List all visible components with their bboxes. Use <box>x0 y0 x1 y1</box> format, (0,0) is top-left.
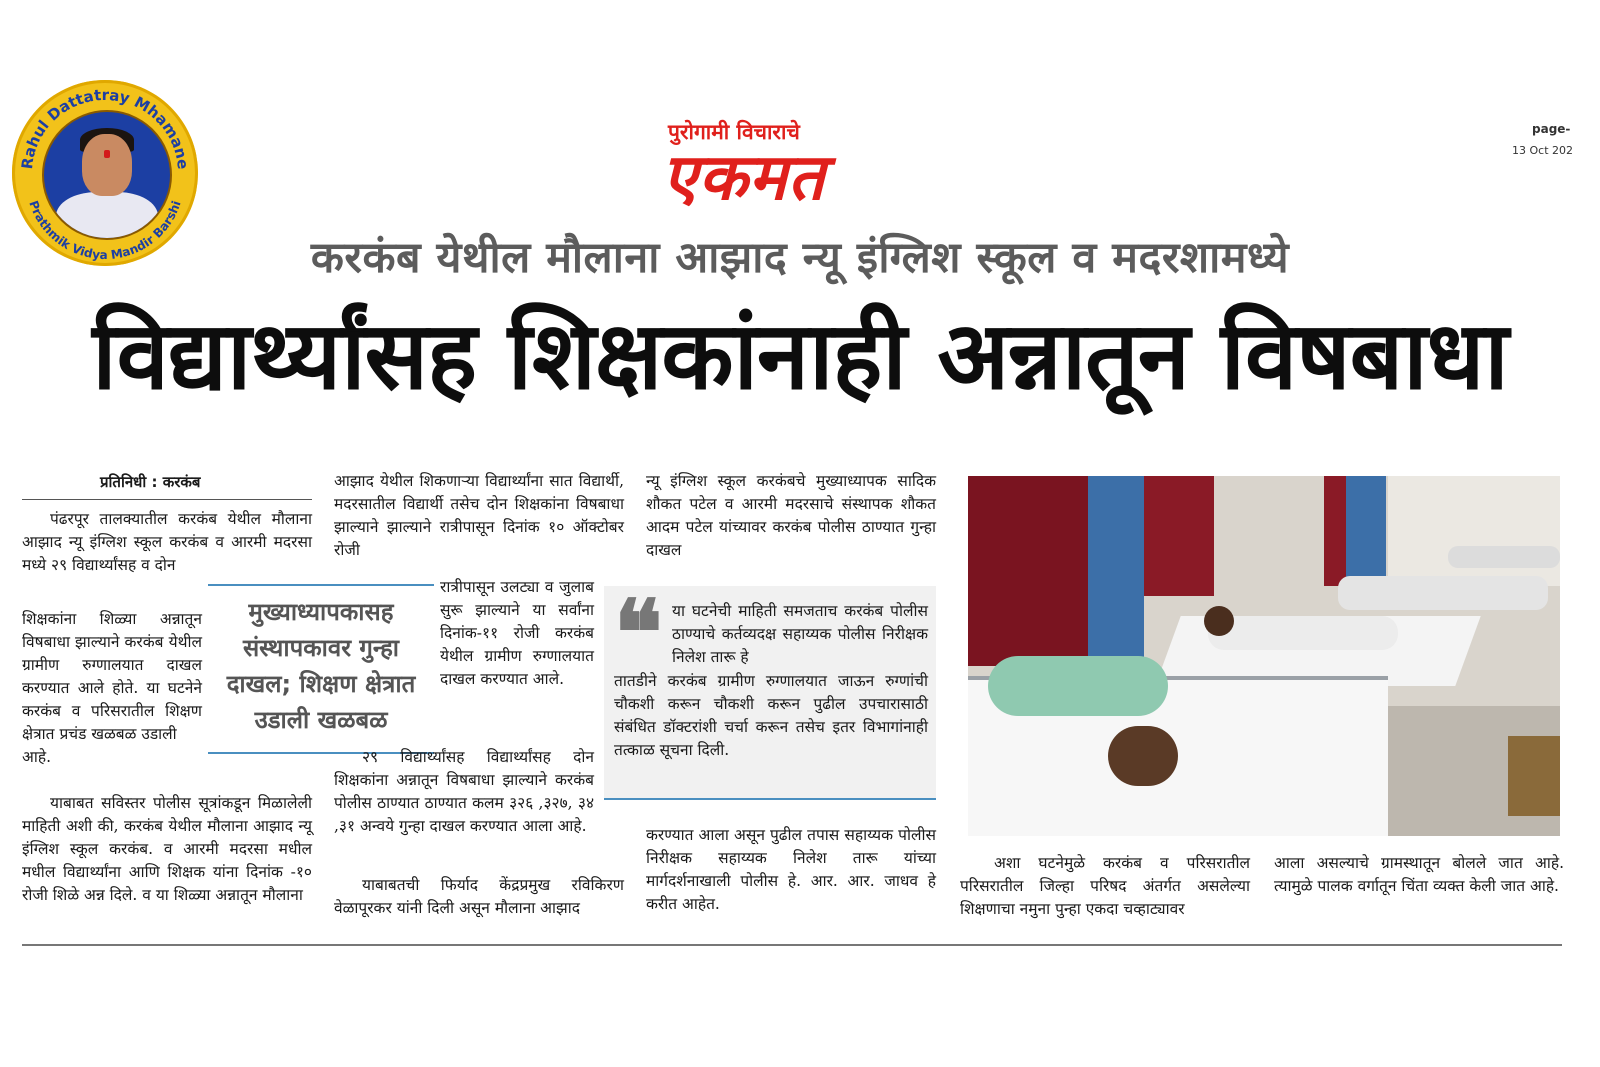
photo-caption: अशा घटनेमुळे करकंब व परिसरातील परिसरातील जिल्हा परिषद अंतर्गत असलेल्या शिक्षणाचा नमुना पुन्हा एकदा चव्हाट्यावर <box>960 854 1250 918</box>
badge-name-text: Rahul Dattatray Mhamane <box>17 86 193 171</box>
article-headline: विद्यार्थ्यांसह शिक्षकांनाही अन्नातून विषबाधा <box>92 302 1508 411</box>
quote-text: तातडीने करकंब ग्रामीण रुग्णालयात जाऊन रुग्णांची चौकशी करून चौकशी करून पुढील उपचारासाठी संबंधित डॉक्टरांशी चर्चा करून तसेच इतर विभागांनाही तत्काळ सूचना दिली. <box>614 672 928 759</box>
body-paragraph: करण्यात आला असून पुढील तपास सहाय्यक पोलीस निरीक्षक सहाय्यक निलेश तारू यांच्या मार्गदर्शनाखाली पोलीस हे. आर. आर. जाधव हे करीत आहेत. <box>646 826 936 913</box>
body-paragraph: याबाबत सविस्तर पोलीस सूत्रांकडून मिळालेली माहिती अशी की, करकंब येथील मौलाना आझाद न्यू इंग्लिश स्कूल करकंब. व आरमी मदरसा मधील मधील विद्यार्थ्यांना आणि शिक्षक यांना दिनांक -१० रोजी शिळे अन्न दिले. व या शिळ्या अन्नातून मौलाना <box>22 794 312 904</box>
article-kicker: करकंब येथील मौलाना आझाद न्यू इंग्लिश स्कूल व मदरशामध्ये <box>310 233 1290 283</box>
body-paragraph: पंढरपूर तालक्यातील करकंब येथील मौलाना आझाद न्यू इंग्लिश स्कूल करकंब व आरमी मदरसा मध्ये २९ विद्यार्थ्यांसह व दोन <box>22 510 312 574</box>
body-paragraph: रात्रीपासून उलट्या व जुलाब सुरू झाल्याने या सर्वांना दिनांक-११ रोजी करकंब येथील ग्रामीण रुग्णालयात दाखल करण्यात आले. <box>440 578 594 688</box>
body-paragraph: २९ विद्यार्थ्यांसह विद्यार्थ्यांसह दोन शिक्षकांना अन्नातून विषबाधा झाल्याने करकंब पोलीस ठाण्यात ठाण्यात कलम ३२६ ,३२७, ३४ ,३१ अन्वये गुन्हा दाखल करण्यात आला आहे. <box>334 748 594 835</box>
body-paragraph: आझाद येथील शिकणाऱ्या विद्यार्थ्यांना सात विद्यार्थी, मदरसातील विद्यार्थी तसेच दोन शिक्षकांना विषबाधा झाल्याने झाल्याने रात्रीपासून दिनांक १० ऑक्टोबर रोजी <box>334 472 624 559</box>
divider <box>22 944 1562 946</box>
svg-text:Rahul Dattatray Mhamane <box>18 86 192 170</box>
body-paragraph: न्यू इंग्लिश स्कूल करकंबचे मुख्याध्यापक सादिक शौकत पटेल व आरमी मदरसाचे संस्थापक शौकत आदम पटेल यांच्यावर करकंब पोलीस ठाण्यात गुन्हा दाखल <box>646 472 936 559</box>
quote-text: या घटनेची माहिती समजताच करकंब पोलीस ठाण्याचे कर्तव्यदक्ष सहाय्यक पोलीस निरीक्षक निलेश तारू हे <box>672 602 928 666</box>
newspaper-logo: एकमत <box>662 141 826 215</box>
page-label: page- <box>1532 122 1571 136</box>
badge-school-text: Prathmik Vidya Mandir Barshi <box>26 198 184 263</box>
byline: प्रतिनिधी : करकंब <box>100 473 201 491</box>
divider <box>22 499 312 500</box>
masthead-tagline: पुरोगामी विचाराचे <box>668 120 800 144</box>
hospital-ward-photo <box>968 476 1560 836</box>
quote-mark-icon: ❝ <box>614 580 663 686</box>
photo-caption: आला असल्याचे ग्रामस्थातून बोलले जात आहे. त्यामुळे पालक वर्गातून चिंता व्यक्त केली जात आहे. <box>1274 854 1564 895</box>
pullquote: मुख्याध्यापकासह संस्थापकावर गुन्हा दाखल; शिक्षण क्षेत्रात उडाली खळबळ <box>226 598 416 734</box>
body-paragraph: शिक्षकांना शिळ्या अन्नातून विषबाधा झाल्याने करकंब येथील ग्रामीण रुग्णालयात दाखल करण्यात आले होते. या घटनेने करकंब व परिसरातील शिक्षण क्षेत्रात प्रचंड खळबळ उडाली आहे. <box>22 610 202 766</box>
date-label: 13 Oct 202 <box>1512 144 1574 157</box>
body-paragraph: याबाबतची फिर्याद केंद्रप्रमुख रविकिरण वेळापूरकर यांनी दिली असून मौलाना आझाद <box>334 876 624 917</box>
